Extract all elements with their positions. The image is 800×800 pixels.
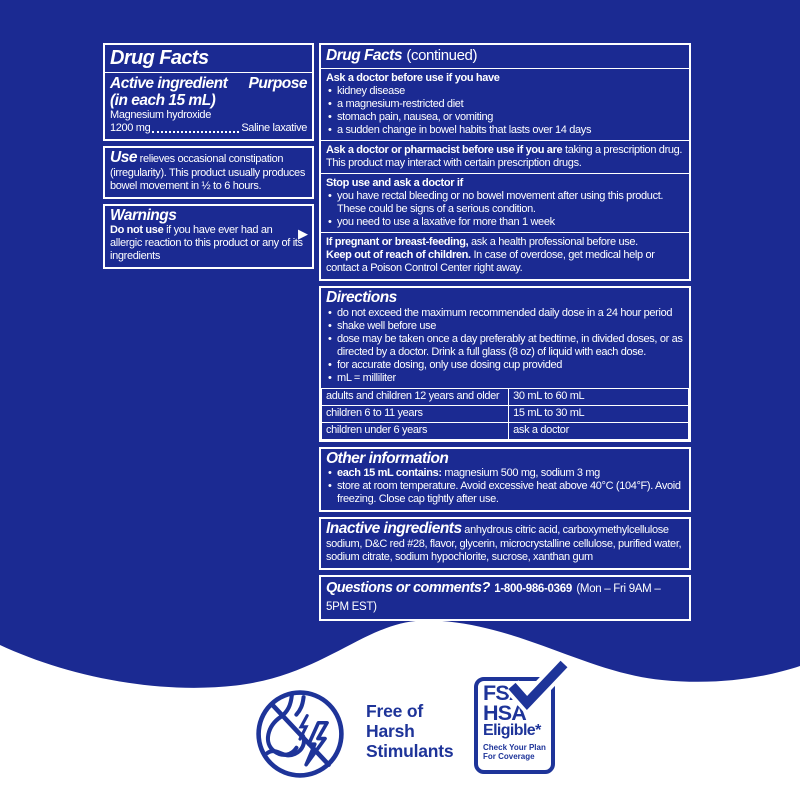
drug-facts-continued-title [326, 47, 684, 65]
check-plan-line: Check Your Plan [483, 743, 546, 752]
use-text: relieves occasional constipation (irregularity). This product usually produces bowel movement in ½ to 6 hours. [110, 153, 305, 192]
dotted-leader [152, 131, 239, 133]
list-item: • a magnesium-restricted diet [326, 98, 684, 111]
inactive-ingredients-heading: Inactive ingredients [326, 520, 462, 537]
ask-pharmacist-text-block [326, 144, 684, 170]
drug-facts-left-column [103, 43, 314, 269]
pregnancy-bold: If pregnant or breast-feeding, [326, 236, 469, 248]
purpose-value: Saline laxative [241, 122, 307, 134]
table-row [322, 405, 689, 422]
list-item: • a sudden change in bowel habits that lasts over 14 days [326, 124, 684, 137]
drug-facts-title: Drug Facts [110, 47, 209, 69]
active-ingredient-box [103, 43, 314, 141]
ask-pharmacist-text: taking a prescription drug. This product may interact with certain prescription drugs. [326, 144, 683, 169]
fsa-label: FSA [483, 681, 524, 705]
other-information-heading: Other information [326, 449, 449, 467]
list-item: • stomach pain, nausea, or vomiting [326, 111, 684, 124]
drug-facts-right-column [319, 43, 691, 621]
use-text-block [110, 150, 307, 193]
keep-out-text: In case of overdose, get medical help or contact a Poison Control Center right away. [326, 249, 655, 274]
hsa-label: HSA [483, 700, 526, 725]
checkmark-icon [504, 658, 572, 714]
free-of-line: Stimulants [366, 741, 454, 761]
ask-pharmacist-bold: Ask a doctor or pharmacist before use if you are [326, 144, 563, 156]
inactive-ingredients-block [326, 521, 684, 564]
do-not-use-label: Do not use [110, 224, 164, 236]
warnings-continued-box [319, 43, 691, 281]
stop-use-heading: Stop use and ask a doctor if [326, 177, 463, 189]
list-item: • you have rectal bleeding or no bowel movement after using this product. These could be signs of a serious condition. [326, 190, 684, 216]
list-item: • shake well before use [326, 320, 684, 333]
free-of-line: Free of [366, 701, 423, 721]
ingredient-amount: 1200 mg [110, 122, 151, 134]
dosage-age-cell: adults and children 12 years and older [322, 388, 509, 405]
list-item: • dose may be taken once a day preferably at bedtime, in divided doses, or as directed by a doctor. Drink a full glass (8 oz) of liquid with each dose. [326, 333, 684, 359]
drug-facts-title-continued: Drug Facts [326, 47, 402, 64]
divider [105, 72, 312, 73]
contains-text: magnesium 500 mg, sodium 3 mg [444, 467, 600, 479]
coverage-line: For Coverage [483, 752, 535, 761]
contains-bold: each 15 mL contains: [337, 467, 442, 479]
table-row [322, 422, 689, 439]
questions-hours: (Mon – Fri 9AM – 5PM EST) [326, 582, 661, 613]
use-box [103, 146, 314, 199]
per-dose-heading: (in each 15 mL) [110, 91, 216, 109]
continued-suffix: (continued) [406, 47, 478, 64]
list-item: • store at room temperature. Avoid excessive heat above 40°C (104°F). Avoid freezing. Close cap tightly after use. [326, 480, 684, 506]
list-item: • kidney disease [326, 85, 684, 98]
do-not-use-text-block [110, 224, 307, 263]
dosage-table [321, 388, 689, 440]
directions-heading: Directions [326, 289, 397, 306]
dosage-amount-cell: 15 mL to 30 mL [509, 405, 689, 422]
divider [321, 68, 689, 69]
list-item: • you need to use a laxative for more than 1 week [326, 216, 684, 229]
arrow-right-icon: ▶ [298, 225, 308, 241]
pregnancy-text-block [326, 236, 684, 249]
directions-box [319, 286, 691, 442]
table-row [322, 388, 689, 405]
free-of-harsh-stimulants-text [366, 701, 453, 761]
questions-heading: Questions or comments? [326, 579, 490, 596]
dosage-age-cell: children under 6 years [322, 422, 509, 439]
questions-phone: 1-800-986-0369 [494, 582, 572, 595]
dosage-amount-cell: ask a doctor [509, 422, 689, 439]
list-item: • for accurate dosing, only use dosing cup provided [326, 359, 684, 372]
warnings-box [103, 204, 314, 270]
questions-box [319, 575, 691, 621]
divider [321, 140, 689, 141]
ingredient-name: Magnesium hydroxide [110, 109, 211, 121]
active-ingredient-heading: Active ingredient [110, 75, 228, 92]
ask-doctor-heading: Ask a doctor before use if you have [326, 72, 500, 84]
divider [321, 173, 689, 174]
inactive-ingredients-box [319, 517, 691, 570]
use-heading: Use [110, 149, 137, 166]
purpose-heading: Purpose [248, 75, 307, 92]
warnings-heading: Warnings [110, 206, 177, 224]
list-item [326, 467, 684, 480]
inactive-ingredients-text: anhydrous citric acid, carboxymethylcellulose sodium, D&C red #28, flavor, glycerin, microcrystalline cellulose, purified water, sodium citrate, sodium hypochlorite, sucrose, xanthan gum [326, 524, 682, 563]
other-information-box [319, 447, 691, 513]
free-of-line: Harsh [366, 721, 415, 741]
keep-out-bold: Keep out of reach of children. [326, 249, 471, 261]
dosage-age-cell: children 6 to 11 years [322, 405, 509, 422]
ingredient-amount-row [110, 122, 307, 135]
list-item: • mL = milliliter [326, 372, 684, 385]
keep-out-text-block [326, 249, 684, 275]
divider [321, 232, 689, 233]
dosage-amount-cell: 30 mL to 60 mL [509, 388, 689, 405]
eligible-label: Eligible* [483, 722, 541, 739]
list-item: • do not exceed the maximum recommended daily dose in a 24 hour period [326, 307, 684, 320]
no-harsh-stimulants-icon [254, 688, 346, 780]
pregnancy-text: ask a health professional before use. [471, 236, 638, 248]
active-ingredient-header-row [110, 76, 307, 93]
do-not-use-text: if you have ever had an allergic reaction to this product or any of its ingredients [110, 224, 303, 262]
